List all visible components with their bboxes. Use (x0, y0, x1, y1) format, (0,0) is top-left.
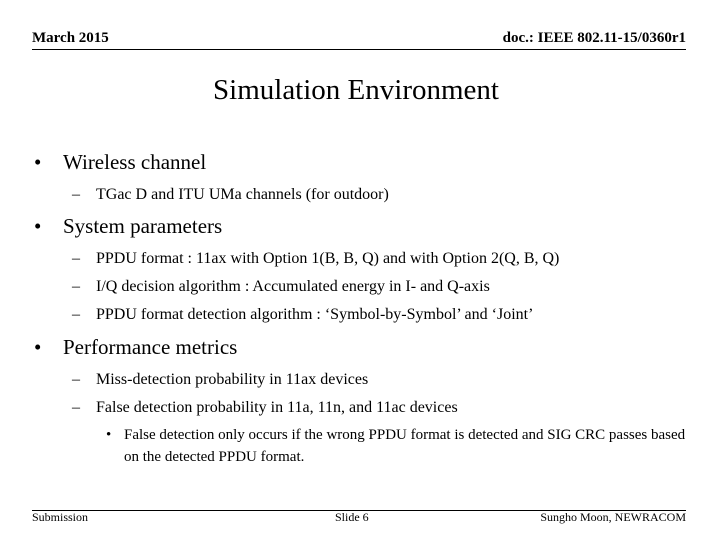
bullet-wireless-channel (34, 150, 206, 174)
bullet-text: Wireless channel (63, 150, 207, 174)
sub-bullet-text: PPDU format : 11ax with Option 1(B, B, Q) and with Option 2(Q, B, Q) (96, 250, 560, 267)
sub-bullet-text: PPDU format detection algorithm : ‘Symbol-by-Symbol’ and ‘Joint’ (96, 306, 534, 323)
sub-bullet-text: Miss-detection probability in 11ax devices (96, 371, 369, 388)
slide-title: Simulation Environment (213, 74, 499, 106)
footer-slide-number: Slide 6 (335, 510, 369, 524)
bullet-icon: • (34, 214, 42, 238)
dash-icon: – (72, 399, 80, 416)
bullet-system-parameters (34, 214, 222, 238)
sub-bullet-text: TGac D and ITU UMa channels (for outdoor) (96, 186, 389, 203)
sub-bullet (72, 305, 533, 325)
sub-bullet-text: I/Q decision algorithm : Accumulated energy in I- and Q-axis (96, 278, 490, 295)
dash-icon: – (72, 186, 80, 203)
dash-icon: – (72, 371, 80, 388)
bullet-icon: • (106, 427, 112, 443)
dash-icon: – (72, 306, 80, 323)
dash-icon: – (72, 278, 80, 295)
footer-submission: Submission (32, 510, 89, 524)
bullet-performance-metrics (34, 335, 237, 359)
sub-bullet-text: False detection probability in 11a, 11n, and 11ac devices (96, 399, 458, 416)
bullet-icon: • (34, 150, 42, 174)
sub-bullet (72, 398, 458, 418)
sub-bullet (72, 185, 389, 205)
bullet-text: System parameters (63, 214, 223, 238)
sub-sub-bullet (106, 424, 686, 468)
bullet-icon: • (34, 335, 42, 359)
slide-header (32, 30, 686, 50)
bullet-text: Performance metrics (63, 335, 238, 359)
sub-bullet (72, 249, 559, 269)
sub-sub-bullet-text: False detection only occurs if the wrong PPDU format is detected and SIG CRC passes based on the detected PPDU format. (124, 427, 686, 465)
header-doc-id: doc.: IEEE 802.11-15/0360r1 (502, 30, 686, 46)
sub-bullet (72, 370, 368, 390)
sub-bullet (72, 277, 490, 297)
dash-icon: – (72, 250, 80, 267)
footer-author: Sungho Moon, NEWRACOM (540, 510, 686, 524)
header-date: March 2015 (32, 30, 109, 46)
